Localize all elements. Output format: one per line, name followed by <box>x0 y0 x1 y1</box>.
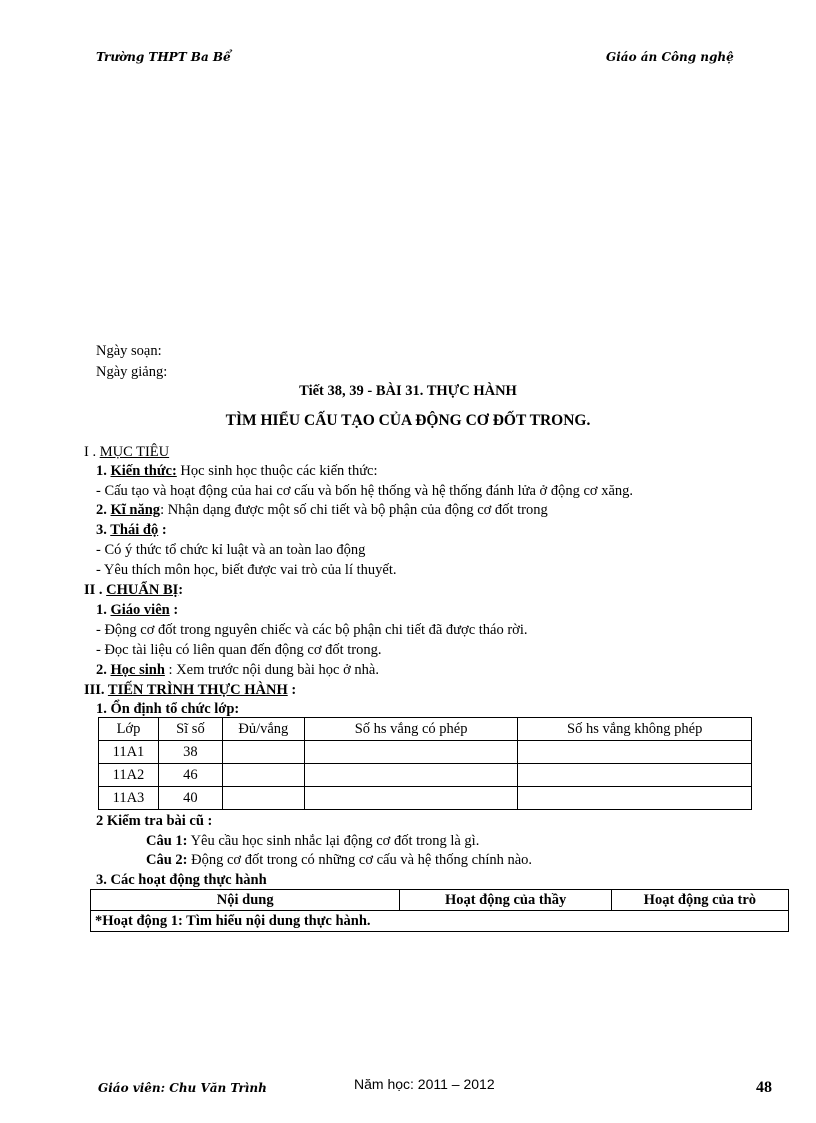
table-cell: 40 <box>158 787 222 810</box>
knowledge-line: 1. Kiến thức: Học sinh học thuộc các kiến thức: <box>96 463 378 479</box>
header-school: Trường THPT Ba Bể <box>96 50 231 64</box>
table-header-cell: Số hs vắng có phép <box>304 718 518 741</box>
teacher-prep-item-2: - Đọc tài liệu có liên quan đến động cơ đốt trong. <box>96 642 382 658</box>
table-cell <box>304 764 518 787</box>
teacher-prep-item-1: - Động cơ đốt trong nguyên chiếc và các bộ phận chi tiết đã được tháo rời. <box>96 622 528 638</box>
footer-school-year: Năm học: 2011 – 2012 <box>354 1076 495 1092</box>
table-cell: 46 <box>158 764 222 787</box>
activity-header-row <box>91 890 789 911</box>
table-cell: 11A3 <box>99 787 159 810</box>
table-cell: 11A1 <box>99 741 159 764</box>
table-cell <box>222 764 304 787</box>
table-header-cell: Số hs vắng không phép <box>518 718 752 741</box>
table-cell <box>518 787 752 810</box>
question-1: Câu 1: Yêu cầu học sinh nhắc lại động cơ đốt trong là gì. <box>146 833 480 849</box>
activity-row <box>91 911 789 932</box>
review-heading: 2 Kiểm tra bài cũ : <box>96 813 213 829</box>
section-objectives-heading: I . MỤC TIÊU <box>84 444 170 460</box>
table-row <box>99 764 752 787</box>
header-subject: Giáo án Công nghệ <box>606 50 734 64</box>
skills-line: 2. Kĩ năng: Nhận dạng được một số chi tiết và bộ phận của động cơ đốt trong <box>96 502 548 518</box>
attitude-item-1: - Có ý thức tổ chức kỉ luật và an toàn lao động <box>96 542 366 558</box>
table-cell: 11A2 <box>99 764 159 787</box>
table-header-row <box>99 718 752 741</box>
table-row <box>99 787 752 810</box>
activity-1-cell: *Hoạt động 1: Tìm hiểu nội dung thực hành. <box>91 911 789 932</box>
activity-header-cell: Hoạt động của trò <box>611 890 788 911</box>
section-preparation-heading: II . CHUẨN BỊ: <box>84 582 184 598</box>
lesson-subtitle: TÌM HIỂU CẤU TẠO CỦA ĐỘNG CƠ ĐỐT TRONG. <box>225 412 591 429</box>
prep-date-label: Ngày soạn: <box>96 343 162 359</box>
activities-heading: 3. Các hoạt động thực hành <box>96 872 267 888</box>
table-header-cell: Lớp <box>99 718 159 741</box>
table-row <box>99 741 752 764</box>
table-cell: 38 <box>158 741 222 764</box>
table-header-cell: Sĩ số <box>158 718 222 741</box>
class-organization-heading: 1. Ổn định tổ chức lớp: <box>96 701 240 717</box>
question-2: Câu 2: Động cơ đốt trong có những cơ cấu và hệ thống chính nào. <box>146 852 533 868</box>
table-cell <box>518 741 752 764</box>
attitude-heading: 3. Thái độ : <box>96 522 167 538</box>
activity-header-cell: Hoạt động của thầy <box>400 890 611 911</box>
activity-header-cell: Nội dung <box>91 890 400 911</box>
page-number: 48 <box>756 1079 772 1096</box>
activity-table <box>90 889 789 932</box>
footer-teacher: Giáo viên: Chu Văn Trình <box>98 1081 267 1095</box>
table-cell <box>518 764 752 787</box>
student-prep-line: 2. Học sinh : Xem trước nội dung bài học ở nhà. <box>96 662 379 678</box>
lesson-title: Tiết 38, 39 - BÀI 31. THỰC HÀNH <box>299 383 517 399</box>
table-cell <box>222 787 304 810</box>
class-attendance-table <box>98 717 752 810</box>
table-cell <box>304 741 518 764</box>
table-header-cell: Đủ/vắng <box>222 718 304 741</box>
section-process-heading: III. TIẾN TRÌNH THỰC HÀNH : <box>84 682 297 698</box>
knowledge-item: - Cấu tạo và hoạt động của hai cơ cấu và bốn hệ thống và hệ thống đánh lửa ở động cơ xăng. <box>96 483 634 499</box>
attitude-item-2: - Yêu thích môn học, biết được vai trò của lí thuyết. <box>96 562 397 578</box>
table-cell <box>304 787 518 810</box>
table-cell <box>222 741 304 764</box>
teach-date-label: Ngày giảng: <box>96 364 168 380</box>
teacher-prep-heading: 1. Giáo viên : <box>96 602 179 618</box>
